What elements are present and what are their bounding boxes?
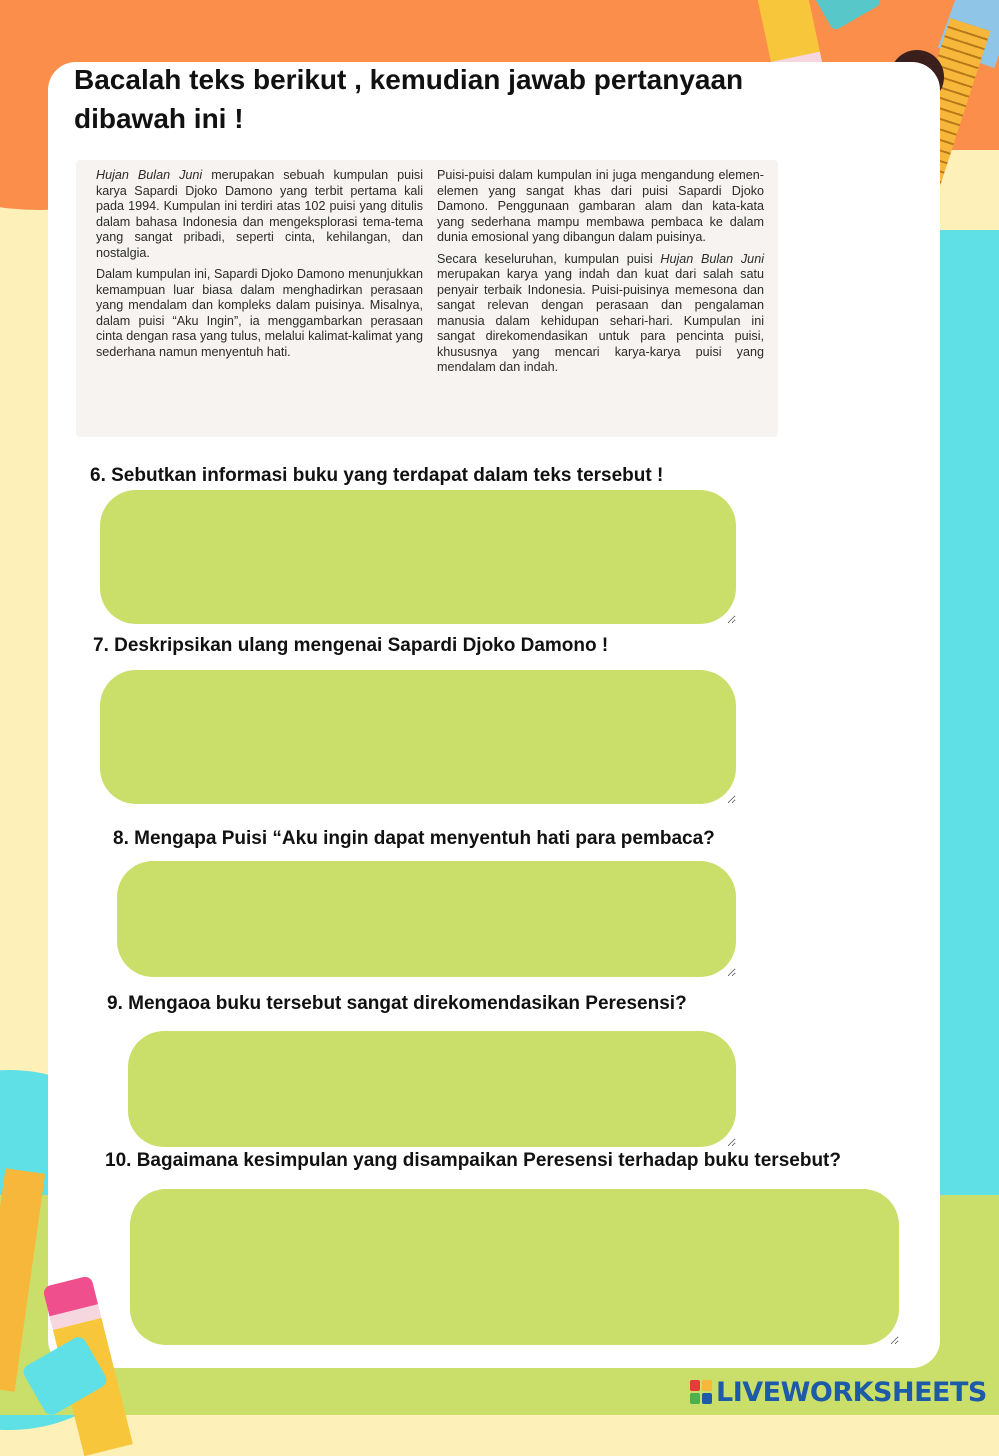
question-7: 7. Deskripsikan ulang mengenai Sapardi Djoko Damono ! <box>93 635 609 656</box>
question-9: 9. Mengaoa buku tersebut sangat direkomendasikan Peresensi? <box>107 993 687 1014</box>
reading-column-right <box>437 168 764 431</box>
answer-box-8[interactable] <box>117 861 736 977</box>
reading-paragraph: Dalam kumpulan ini, Sapardi Djoko Damono menunjukkan kemampuan luar biasa dalam menghadirkan perasaan yang mendalam dan kompleks dalam puisinya. Misalnya, dalam puisi “Aku Ingin”, ia menggambarkan perasaan cinta dengan rasa yang tulus, melalui kalimat-kalimat yang sederhana namun menyentuh hati. <box>96 267 423 359</box>
answer-box-10[interactable] <box>130 1189 899 1345</box>
answer-box-6[interactable] <box>100 490 736 624</box>
answer-box-7[interactable] <box>100 670 736 804</box>
reading-paragraph: Puisi-puisi dalam kumpulan ini juga mengandung elemen-elemen yang sangat khas dari puisi Sapardi Djoko Damono. Penggunaan gambaran alam dan kata-kata yang sederhana mampu membawa pembaca ke dalam dunia emosional yang dibangun dalam puisinya. <box>437 168 764 244</box>
question-6: 6. Sebutkan informasi buku yang terdapat dalam teks tersebut ! <box>90 465 664 486</box>
brand-name: LIVEWORKSHEETS <box>716 1376 987 1408</box>
reading-paragraph: Secara keseluruhan, kumpulan puisi Hujan Bulan Juni merupakan karya yang indah dan kuat dari salah satu penyair terbaik Indonesia. Puisi-puisinya memesona dan sangat relevan dengan perasaan dan pengalaman manusia dalam kehidupan sehari-hari. Kumpulan ini sangat direkomendasikan untuk para pencinta puisi, khususnya yang mencari karya-karya puisi yang mendalam dan indah. <box>437 251 764 374</box>
logo-mark-icon <box>690 1380 712 1404</box>
reading-column-left <box>96 168 423 431</box>
page-title: Bacalah teks berikut , kemudian jawab pertanyaan dibawah ini ! <box>74 64 744 134</box>
reading-paragraph: Hujan Bulan Juni merupakan sebuah kumpulan puisi karya Sapardi Djoko Damono yang terbit pertama kali pada 1994. Kumpulan ini terdiri atas 102 puisi yang ditulis dalam bahasa Indonesia dan mengeksplorasi tema-tema yang sangat pribadi, seperti cinta, kehilangan, dan nostalgia. <box>96 168 423 260</box>
question-10: 10. Bagaimana kesimpulan yang disampaikan Peresensi terhadap buku tersebut? <box>105 1150 841 1171</box>
reading-passage <box>76 160 778 437</box>
answer-box-9[interactable] <box>128 1031 736 1147</box>
liveworksheets-logo[interactable] <box>690 1376 987 1408</box>
question-8: 8. Mengapa Puisi “Aku ingin dapat menyentuh hati para pembaca? <box>113 828 715 849</box>
